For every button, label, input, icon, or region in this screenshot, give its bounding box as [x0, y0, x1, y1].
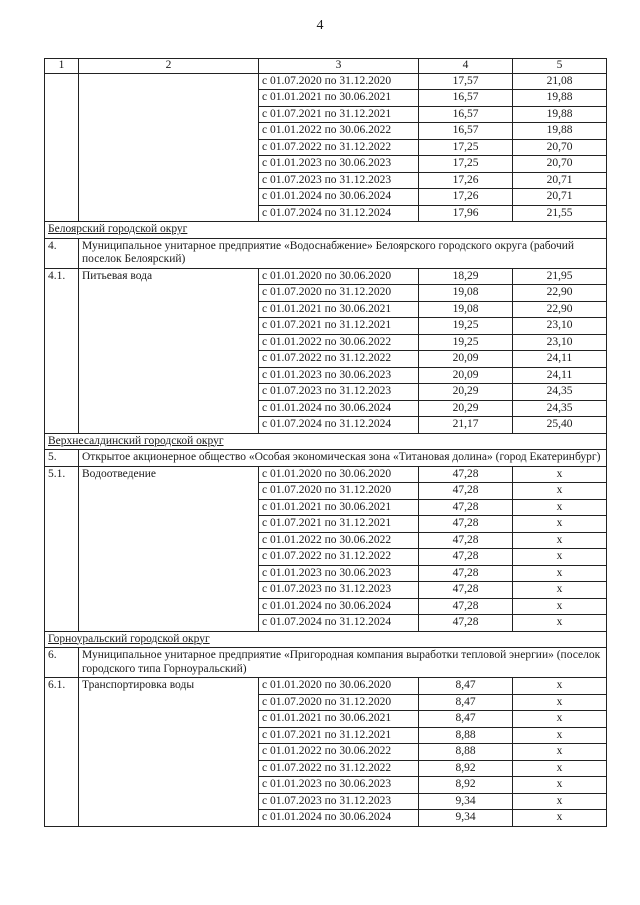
tariff-with-vat-cell: х [513, 549, 607, 566]
period-cell: с 01.01.2022 по 30.06.2022 [259, 744, 419, 761]
tariff-without-vat-cell: 47,28 [419, 499, 513, 516]
period-cell: с 01.01.2021 по 30.06.2021 [259, 90, 419, 107]
tariff-without-vat-cell: 17,25 [419, 139, 513, 156]
tariff-without-vat-cell: 8,47 [419, 678, 513, 695]
period-cell: с 01.07.2024 по 31.12.2024 [259, 615, 419, 632]
period-cell: с 01.01.2020 по 30.06.2020 [259, 268, 419, 285]
tariff-without-vat-cell: 47,28 [419, 483, 513, 500]
organization-row [45, 450, 607, 467]
tariff-without-vat-cell: 19,25 [419, 334, 513, 351]
section-title: Верхнесалдинский городской округ [45, 433, 607, 450]
section-title: Горноуральский городской округ [45, 631, 607, 648]
tariff-with-vat-cell: х [513, 532, 607, 549]
period-cell: с 01.01.2020 по 30.06.2020 [259, 466, 419, 483]
tariff-without-vat-cell: 20,29 [419, 400, 513, 417]
tariff-without-vat-cell: 19,08 [419, 285, 513, 302]
item-number [45, 73, 79, 222]
tariff-with-vat-cell: 23,10 [513, 318, 607, 335]
tariff-without-vat-cell: 16,57 [419, 90, 513, 107]
tariff-without-vat-cell: 17,57 [419, 73, 513, 90]
period-cell: с 01.01.2021 по 30.06.2021 [259, 499, 419, 516]
tariff-with-vat-cell: 22,90 [513, 285, 607, 302]
tariff-without-vat-cell: 21,17 [419, 417, 513, 434]
table-row [45, 268, 607, 285]
period-cell: с 01.07.2021 по 31.12.2021 [259, 727, 419, 744]
tariff-with-vat-cell: 25,40 [513, 417, 607, 434]
column-header: 4 [419, 59, 513, 74]
tariff-with-vat-cell: х [513, 777, 607, 794]
period-cell: с 01.07.2024 по 31.12.2024 [259, 205, 419, 222]
tariff-with-vat-cell: х [513, 598, 607, 615]
tariff-with-vat-cell: 24,35 [513, 400, 607, 417]
tariff-without-vat-cell: 20,09 [419, 351, 513, 368]
tariff-without-vat-cell: 19,08 [419, 301, 513, 318]
tariff-with-vat-cell: 24,35 [513, 384, 607, 401]
period-cell: с 01.07.2020 по 31.12.2020 [259, 483, 419, 500]
tariff-with-vat-cell: х [513, 483, 607, 500]
tariff-without-vat-cell: 8,47 [419, 694, 513, 711]
tariff-without-vat-cell: 8,92 [419, 777, 513, 794]
period-cell: с 01.01.2024 по 30.06.2024 [259, 810, 419, 827]
tariff-with-vat-cell: х [513, 760, 607, 777]
column-header: 3 [259, 59, 419, 74]
item-number: 6.1. [45, 678, 79, 827]
section-row [45, 433, 607, 450]
service-name: Водоотведение [79, 466, 259, 631]
period-cell: с 01.01.2020 по 30.06.2020 [259, 678, 419, 695]
organization-row [45, 648, 607, 678]
tariff-with-vat-cell: 21,08 [513, 73, 607, 90]
tariff-without-vat-cell: 47,28 [419, 582, 513, 599]
period-cell: с 01.07.2022 по 31.12.2022 [259, 351, 419, 368]
column-header: 1 [45, 59, 79, 74]
tariff-without-vat-cell: 9,34 [419, 810, 513, 827]
service-name [79, 73, 259, 222]
service-name: Питьевая вода [79, 268, 259, 433]
tariff-with-vat-cell: х [513, 565, 607, 582]
item-number: 6. [45, 648, 79, 678]
organization-name: Муниципальное унитарное предприятие «Водоснабжение» Белоярского городского округа (рабочий поселок Белоярский) [79, 238, 607, 268]
tariff-with-vat-cell: 19,88 [513, 106, 607, 123]
table-body [45, 73, 607, 826]
tariff-without-vat-cell: 8,88 [419, 727, 513, 744]
period-cell: с 01.01.2024 по 30.06.2024 [259, 598, 419, 615]
period-cell: с 01.01.2022 по 30.06.2022 [259, 123, 419, 140]
tariff-without-vat-cell: 18,29 [419, 268, 513, 285]
period-cell: с 01.07.2024 по 31.12.2024 [259, 417, 419, 434]
tariff-without-vat-cell: 47,28 [419, 516, 513, 533]
period-cell: с 01.07.2023 по 31.12.2023 [259, 582, 419, 599]
tariff-with-vat-cell: х [513, 582, 607, 599]
period-cell: с 01.07.2022 по 31.12.2022 [259, 549, 419, 566]
tariff-without-vat-cell: 19,25 [419, 318, 513, 335]
tariff-with-vat-cell: х [513, 810, 607, 827]
tariff-without-vat-cell: 20,29 [419, 384, 513, 401]
period-cell: с 01.01.2022 по 30.06.2022 [259, 334, 419, 351]
tariff-without-vat-cell: 17,26 [419, 189, 513, 206]
tariff-without-vat-cell: 8,92 [419, 760, 513, 777]
period-cell: с 01.07.2021 по 31.12.2021 [259, 106, 419, 123]
table-row [45, 466, 607, 483]
period-cell: с 01.07.2023 по 31.12.2023 [259, 793, 419, 810]
section-row [45, 631, 607, 648]
tariff-with-vat-cell: 19,88 [513, 90, 607, 107]
tariff-without-vat-cell: 8,47 [419, 711, 513, 728]
period-cell: с 01.07.2020 по 31.12.2020 [259, 73, 419, 90]
tariff-with-vat-cell: х [513, 615, 607, 632]
table-row [45, 678, 607, 695]
period-cell: с 01.07.2023 по 31.12.2023 [259, 172, 419, 189]
tariff-with-vat-cell: 20,71 [513, 172, 607, 189]
tariff-without-vat-cell: 17,96 [419, 205, 513, 222]
tariff-without-vat-cell: 16,57 [419, 123, 513, 140]
tariff-with-vat-cell: 24,11 [513, 367, 607, 384]
tariff-without-vat-cell: 47,28 [419, 532, 513, 549]
tariff-with-vat-cell: х [513, 466, 607, 483]
tariff-with-vat-cell: х [513, 711, 607, 728]
tariff-with-vat-cell: 22,90 [513, 301, 607, 318]
period-cell: с 01.01.2023 по 30.06.2023 [259, 156, 419, 173]
tariff-with-vat-cell: 19,88 [513, 123, 607, 140]
tariff-with-vat-cell: х [513, 694, 607, 711]
organization-name: Открытое акционерное общество «Особая экономическая зона «Титановая долина» (город Екатеринбург) [79, 450, 607, 467]
tariff-without-vat-cell: 17,25 [419, 156, 513, 173]
tariff-without-vat-cell: 47,28 [419, 549, 513, 566]
period-cell: с 01.01.2023 по 30.06.2023 [259, 565, 419, 582]
tariff-table [44, 58, 607, 827]
period-cell: с 01.01.2021 по 30.06.2021 [259, 301, 419, 318]
period-cell: с 01.01.2022 по 30.06.2022 [259, 532, 419, 549]
item-number: 4.1. [45, 268, 79, 433]
tariff-with-vat-cell: х [513, 727, 607, 744]
tariff-with-vat-cell: 24,11 [513, 351, 607, 368]
tariff-without-vat-cell: 17,26 [419, 172, 513, 189]
tariff-without-vat-cell: 20,09 [419, 367, 513, 384]
period-cell: с 01.07.2023 по 31.12.2023 [259, 384, 419, 401]
item-number: 4. [45, 238, 79, 268]
section-title: Белоярский городской округ [45, 222, 607, 239]
service-name: Транспортировка воды [79, 678, 259, 827]
section-row [45, 222, 607, 239]
column-header: 5 [513, 59, 607, 74]
tariff-without-vat-cell: 47,28 [419, 615, 513, 632]
column-header: 2 [79, 59, 259, 74]
tariff-with-vat-cell: 20,71 [513, 189, 607, 206]
tariff-with-vat-cell: 23,10 [513, 334, 607, 351]
tariff-with-vat-cell: х [513, 793, 607, 810]
period-cell: с 01.01.2024 по 30.06.2024 [259, 189, 419, 206]
tariff-with-vat-cell: х [513, 678, 607, 695]
organization-row [45, 238, 607, 268]
item-number: 5. [45, 450, 79, 467]
period-cell: с 01.07.2021 по 31.12.2021 [259, 516, 419, 533]
tariff-with-vat-cell: 21,95 [513, 268, 607, 285]
period-cell: с 01.01.2023 по 30.06.2023 [259, 367, 419, 384]
organization-name: Муниципальное унитарное предприятие «Пригородная компания выработки тепловой энергии» (поселок городского типа Горноуральский) [79, 648, 607, 678]
period-cell: с 01.07.2022 по 31.12.2022 [259, 139, 419, 156]
period-cell: с 01.01.2021 по 30.06.2021 [259, 711, 419, 728]
period-cell: с 01.07.2020 по 31.12.2020 [259, 694, 419, 711]
page-number: 4 [316, 18, 324, 33]
period-cell: с 01.07.2022 по 31.12.2022 [259, 760, 419, 777]
tariff-without-vat-cell: 47,28 [419, 598, 513, 615]
tariff-with-vat-cell: х [513, 744, 607, 761]
tariff-with-vat-cell: х [513, 499, 607, 516]
tariff-with-vat-cell: х [513, 516, 607, 533]
tariff-without-vat-cell: 47,28 [419, 565, 513, 582]
table-header-row [45, 59, 607, 74]
tariff-without-vat-cell: 16,57 [419, 106, 513, 123]
period-cell: с 01.01.2024 по 30.06.2024 [259, 400, 419, 417]
tariff-without-vat-cell: 9,34 [419, 793, 513, 810]
period-cell: с 01.01.2023 по 30.06.2023 [259, 777, 419, 794]
tariff-with-vat-cell: 21,55 [513, 205, 607, 222]
tariff-with-vat-cell: 20,70 [513, 139, 607, 156]
period-cell: с 01.07.2020 по 31.12.2020 [259, 285, 419, 302]
item-number: 5.1. [45, 466, 79, 631]
tariff-with-vat-cell: 20,70 [513, 156, 607, 173]
period-cell: с 01.07.2021 по 31.12.2021 [259, 318, 419, 335]
table-row [45, 73, 607, 90]
tariff-without-vat-cell: 47,28 [419, 466, 513, 483]
tariff-without-vat-cell: 8,88 [419, 744, 513, 761]
